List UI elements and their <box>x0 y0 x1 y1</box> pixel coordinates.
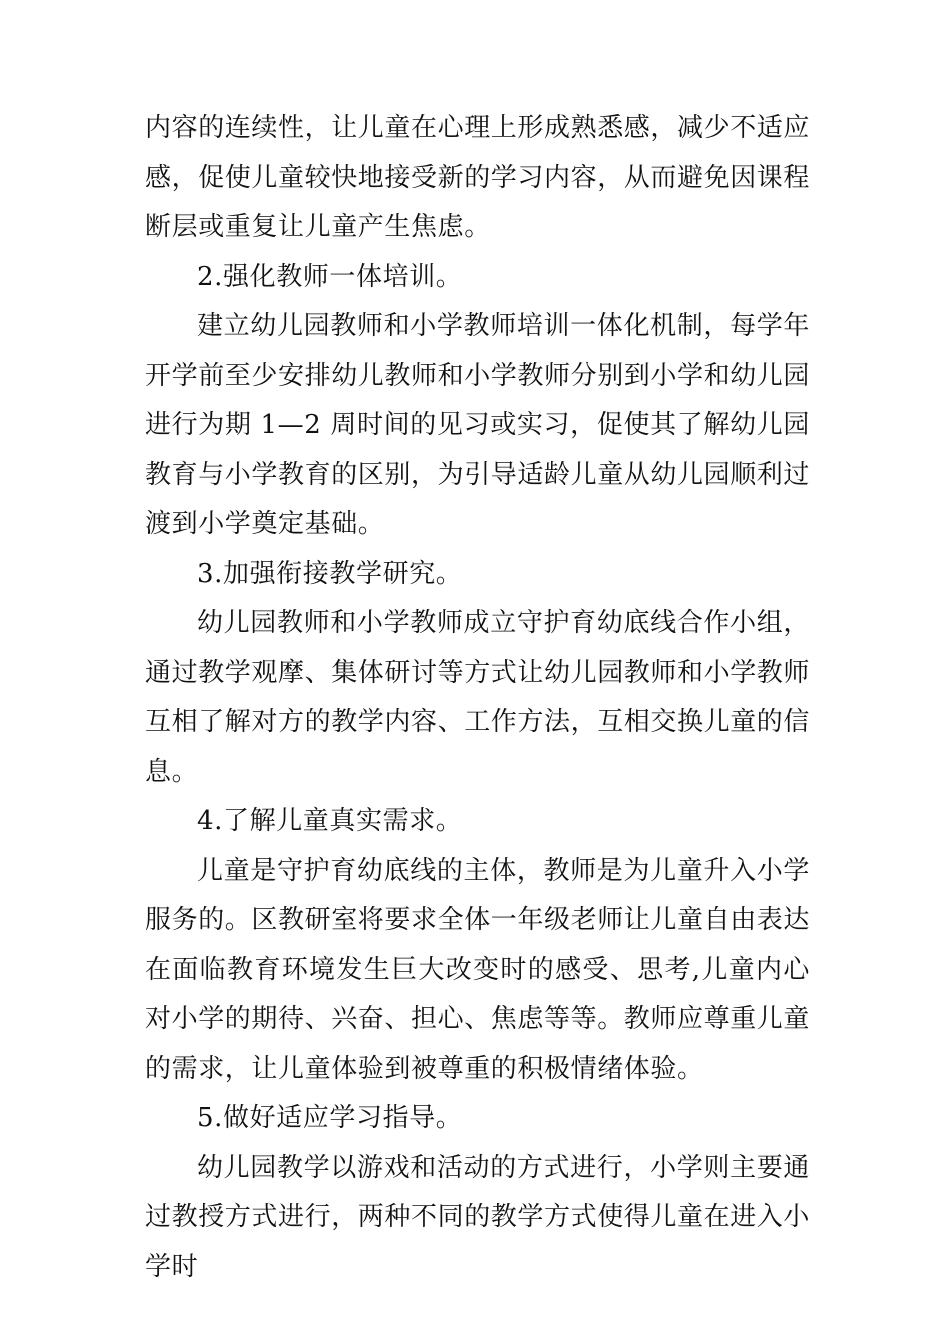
paragraph-child-needs: 儿童是守护育幼底线的主体，教师是为儿童升入小学服务的。区教研室将要求全体一年级老师让儿童自由表达在面临教育环境发生巨大改变时的感受、思考,儿童内心对小学的期待、兴奋、担心、焦虑等等。教师应尊重儿童的需求，让儿童体验到被尊重的积极情绪体验。 <box>145 855 811 1084</box>
paragraph-learning-guidance: 幼儿园教学以游戏和活动的方式进行，小学则主要通过教授方式进行，两种不同的教学方式使得儿童在进入小学时 <box>145 1152 811 1282</box>
paragraph-teaching-research: 幼儿园教师和小学教师成立守护育幼底线合作小组，通过教学观摩、集体研讨等方式让幼儿园教师和小学教师互相了解对方的教学内容、工作方法，互相交换儿童的信息。 <box>145 608 811 787</box>
paragraph-teacher-training: 建立幼儿园教师和小学教师培训一体化机制，每学年开学前至少安排幼儿教师和小学教师分别到小学和幼儿园进行为期 1—2 周时间的见习或实习，促使其了解幼儿园教育与小学教育的区别，为引导适龄儿童从幼儿园顺利过渡到小学奠定基础。 <box>145 311 811 539</box>
section-heading-4: 4.了解儿童真实需求。 <box>197 806 463 836</box>
paragraph-continuation: 内容的连续性，让儿童在心理上形成熟悉感，减少不适应感，促使儿童较快地接受新的学习内容，从而避免因课程断层或重复让儿童产生焦虑。 <box>145 113 811 242</box>
section-heading-2: 2.强化教师一体培训。 <box>197 261 463 292</box>
section-heading-3: 3.加强衔接教学研究。 <box>197 558 463 589</box>
section-heading-5: 5.做好适应学习指导。 <box>197 1103 463 1133</box>
document-body <box>145 104 810 1292</box>
